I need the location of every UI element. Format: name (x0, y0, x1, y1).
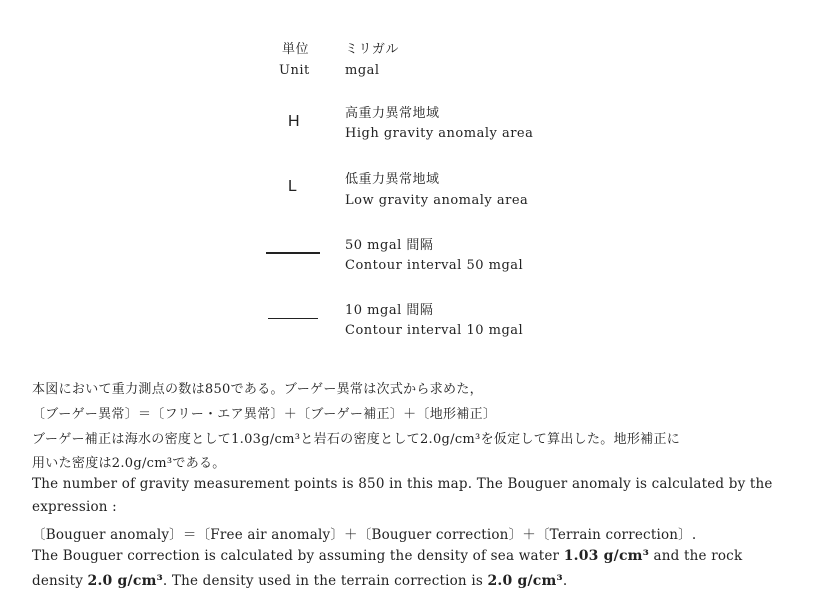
high-label-jp: 高重力異常地域 (345, 106, 440, 121)
note-en-line-4-end: and the rock (649, 548, 743, 564)
contour-10-jp: 10 mgal 間隔 (345, 303, 434, 318)
terrain-density-value: 2.0 g/cm³ (487, 573, 563, 589)
low-label-en: Low gravity anomaly area (345, 193, 529, 208)
note-en-line-3: 〔Bouguer anomaly〕＝〔Free air anomaly〕＋〔Bouguer correction〕＋〔Terrain correction〕. (32, 527, 697, 543)
note-en-line-2: expression : (32, 499, 117, 515)
contour-50-jp: 50 mgal 間隔 (345, 238, 434, 253)
contour-10-en: Contour interval 10 mgal (345, 323, 524, 338)
unit-label-en: Unit (279, 63, 310, 78)
note-jp-line-4: 用いた密度は2.0g/cm³である。 (32, 456, 226, 471)
low-label-jp: 低重力異常地域 (345, 172, 440, 187)
rock-density-value: 2.0 g/cm³ (87, 573, 163, 589)
note-en-line-1: The number of gravity measurement points is 850 in this map. The Bouguer anomaly is calculated by the (32, 476, 773, 492)
note-en-line-4 (32, 548, 742, 564)
note-jp-line-3: ブーゲー補正は海水の密度として1.03g/cm³と岩石の密度として2.0g/cm³を仮定して算出した。地形補正に (32, 432, 681, 447)
high-symbol: H (288, 113, 300, 130)
low-symbol: L (288, 178, 297, 195)
contour-50-en: Contour interval 50 mgal (345, 258, 524, 273)
note-en-line-5-end: . (562, 573, 568, 589)
note-jp-line-1: 本図において重力測点の数は850である。ブーゲー異常は次式から求めた， (32, 382, 483, 397)
note-jp-line-2: 〔ブーゲー異常〕＝〔フリー・エア異常〕＋〔ブーゲー補正〕＋〔地形補正〕 (32, 407, 497, 422)
note-en-line-5-text: density (32, 573, 88, 589)
unit-value-jp: ミリガル (345, 42, 399, 57)
note-en-line-4-text: The Bouguer correction is calculated by assuming the density of sea water (32, 548, 564, 564)
contour-10-line (268, 318, 318, 319)
sea-water-density-value: 1.03 g/cm³ (563, 548, 650, 564)
note-en-line-5 (32, 573, 567, 589)
high-label-en: High gravity anomaly area (345, 126, 534, 141)
contour-50-line (266, 252, 320, 254)
unit-label-jp: 単位 (282, 42, 310, 57)
note-en-line-5-mid: . The density used in the terrain correction is (162, 573, 488, 589)
unit-value-en: mgal (345, 63, 380, 78)
